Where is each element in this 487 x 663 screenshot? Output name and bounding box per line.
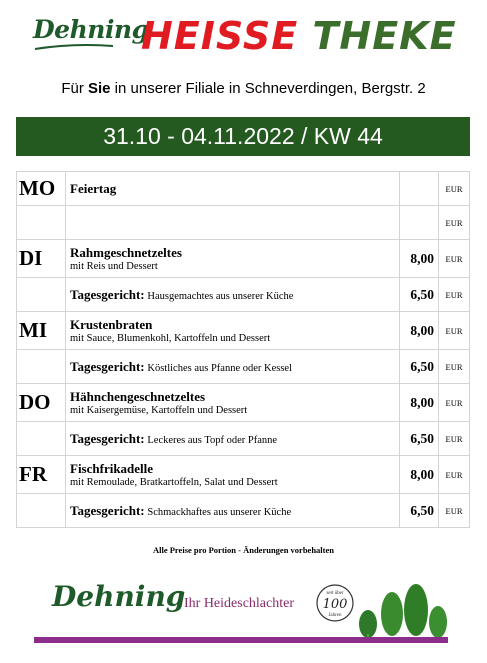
dish-title: Hähnchengeschnetzeltes [70, 388, 206, 404]
day-cell [17, 494, 66, 528]
price-cell: 6,50 [400, 350, 439, 384]
day-cell: DI [17, 240, 66, 278]
dish-cell [66, 240, 400, 278]
menu-row [17, 240, 470, 278]
dehning-logo-top [33, 15, 149, 44]
menu-row [17, 494, 470, 528]
dish-sides: mit Reis und Dessert [70, 260, 158, 272]
currency-cell: EUR [439, 206, 470, 240]
daily-dish-label: Tagesgericht: [70, 502, 145, 518]
dish-title: Feiertag [70, 181, 117, 196]
daily-dish-label: Tagesgericht: [70, 430, 145, 446]
price-cell [400, 172, 439, 206]
date-banner: 31.10 - 04.11.2022 / KW 44 [16, 117, 470, 156]
footer-logo-banner [34, 572, 448, 646]
price-cell: 8,00 [400, 456, 439, 494]
price-cell: 8,00 [400, 240, 439, 278]
page-title [141, 14, 461, 66]
footer-tagline: Ihr Heideschlachter [184, 596, 294, 611]
anniversary-seal-icon [315, 583, 355, 623]
dish-cell [66, 312, 400, 350]
dish-cell [66, 456, 400, 494]
title-word-theke: THEKE [312, 14, 457, 58]
price-cell: 6,50 [400, 278, 439, 312]
logo-text: Dehning [33, 15, 149, 44]
day-cell: MO [17, 172, 66, 206]
daily-dish-text: Köstliches aus Pfanne oder Kessel [147, 362, 293, 374]
dish-cell [66, 422, 400, 456]
logo-swoosh-icon [33, 43, 115, 51]
footer-bar [34, 637, 448, 643]
dish-title: Krustenbraten [70, 316, 153, 332]
menu-row [17, 172, 470, 206]
price-cell: 8,00 [400, 384, 439, 422]
price-cell: 6,50 [400, 422, 439, 456]
daily-dish-label: Tagesgericht: [70, 286, 145, 302]
daily-dish-label: Tagesgericht: [70, 358, 145, 374]
dish-cell [66, 206, 400, 240]
daily-dish-text: Schmackhaftes aus unserer Küche [147, 506, 292, 518]
currency-cell: EUR [439, 240, 470, 278]
price-cell [400, 206, 439, 240]
menu-row [17, 456, 470, 494]
seal-top-text: seit über [326, 591, 344, 596]
dish-cell [66, 384, 400, 422]
dish-cell [66, 350, 400, 384]
menu-row [17, 422, 470, 456]
day-cell: FR [17, 456, 66, 494]
daily-dish-text: Leckeres aus Topf oder Pfanne [147, 434, 278, 446]
currency-cell: EUR [439, 494, 470, 528]
day-cell: DO [17, 384, 66, 422]
title-word-heisse: HEISSE [141, 14, 299, 58]
dish-cell [66, 278, 400, 312]
day-cell [17, 422, 66, 456]
dish-sides: mit Sauce, Blumenkohl, Kartoffeln und Dessert [70, 332, 271, 344]
daily-dish-text: Hausgemachtes aus unserer Küche [147, 290, 294, 302]
seal-bottom-text: Jahren [328, 613, 342, 618]
dish-cell [66, 172, 400, 206]
currency-cell: EUR [439, 278, 470, 312]
day-cell [17, 206, 66, 240]
trees-icon [354, 576, 448, 642]
currency-cell: EUR [439, 384, 470, 422]
menu-row [17, 312, 470, 350]
currency-cell: EUR [439, 172, 470, 206]
menu-row [17, 350, 470, 384]
dish-cell [66, 494, 400, 528]
currency-cell: EUR [439, 312, 470, 350]
menu-row [17, 206, 470, 240]
dish-sides: mit Remoulade, Bratkartoffeln, Salat und Dessert [70, 476, 278, 488]
dish-title: Fischfrikadelle [70, 460, 154, 476]
day-cell: MI [17, 312, 66, 350]
subline-bold: Sie [87, 80, 111, 97]
subline-post: in unserer Filiale in Schneverdingen, Bergstr. 2 [110, 80, 426, 97]
currency-cell: EUR [439, 456, 470, 494]
currency-cell: EUR [439, 350, 470, 384]
seal-number: 100 [322, 597, 348, 612]
price-cell: 6,50 [400, 494, 439, 528]
location-subline [0, 80, 487, 97]
footer-brand: Dehning [52, 580, 186, 613]
price-cell: 8,00 [400, 312, 439, 350]
menu-row [17, 278, 470, 312]
dish-sides: mit Kaisergemüse, Kartoffeln und Dessert [70, 404, 248, 416]
menu-table [16, 171, 470, 528]
day-cell [17, 350, 66, 384]
currency-cell: EUR [439, 422, 470, 456]
dish-title: Rahmgeschnetzeltes [70, 244, 182, 260]
menu-row [17, 384, 470, 422]
subline-pre: Für [61, 80, 88, 97]
day-cell [17, 278, 66, 312]
price-footnote: Alle Preise pro Portion - Änderungen vorbehalten [152, 545, 334, 555]
